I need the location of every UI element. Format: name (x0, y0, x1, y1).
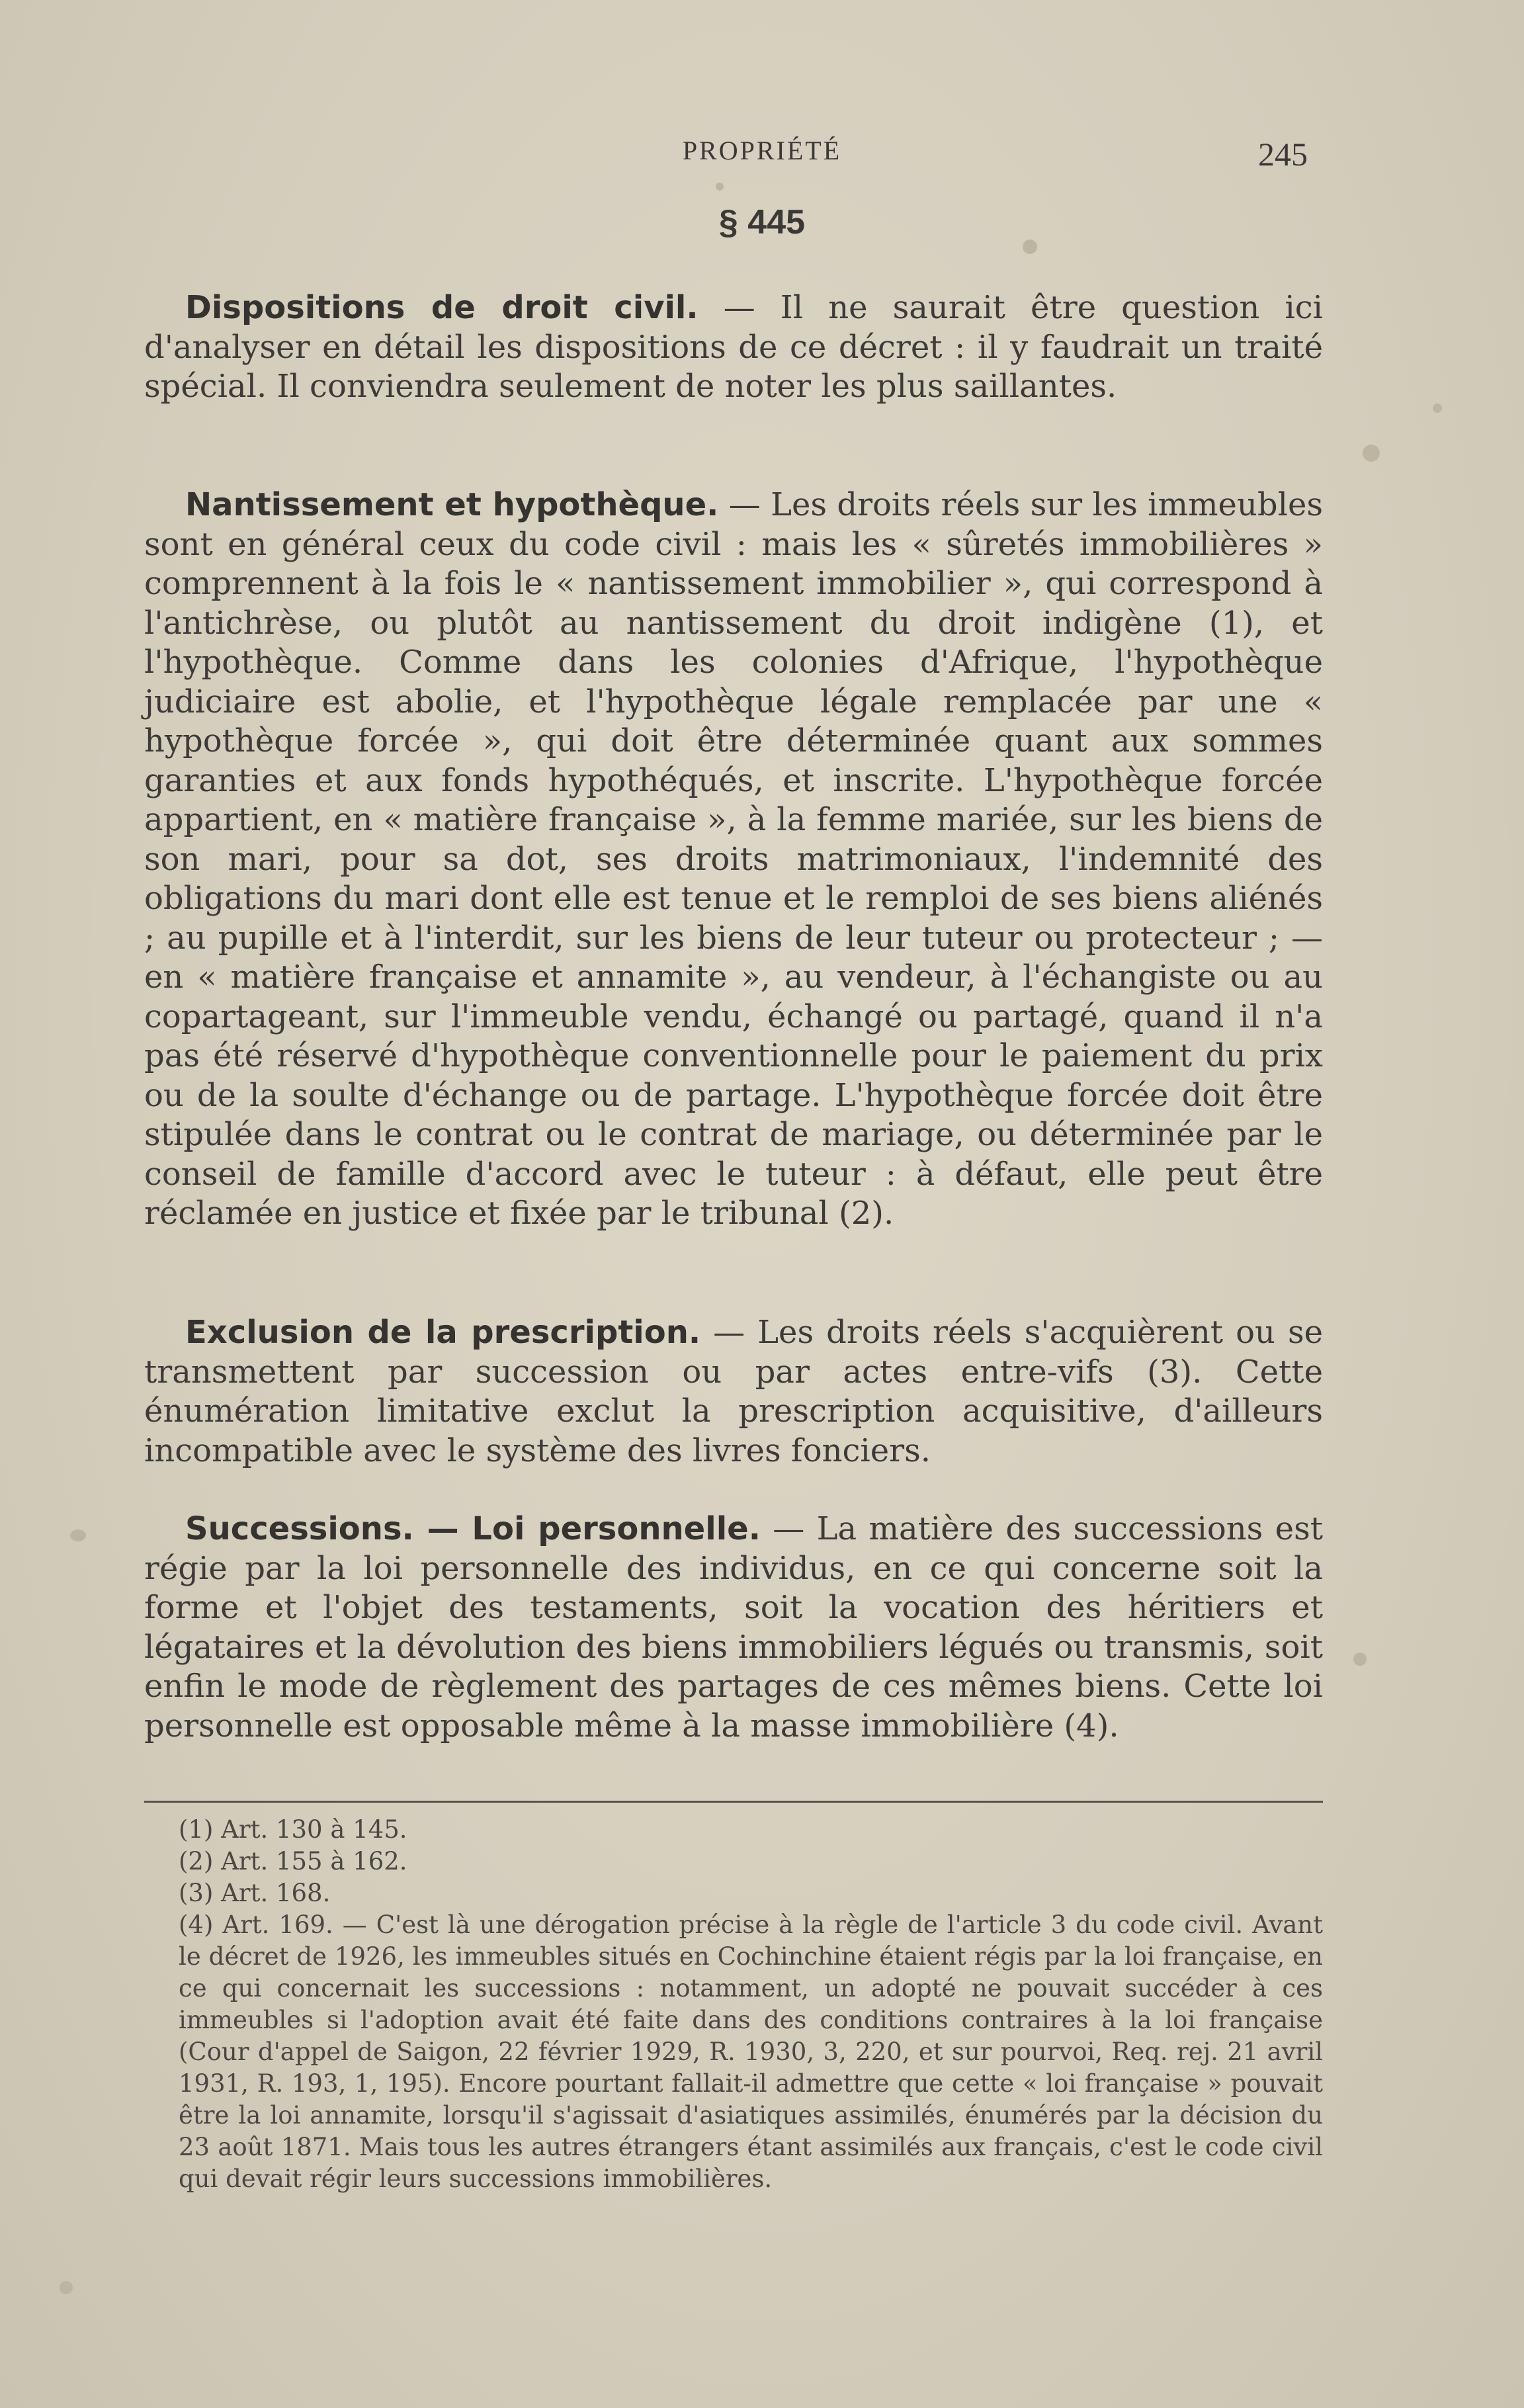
paragraph-heading: Nantissement et hypothèque. (185, 486, 719, 523)
footnote-3: (3) Art. 168. (179, 1879, 331, 1907)
paragraph-dispositions (144, 288, 1323, 407)
footnote-2: (2) Art. 155 à 162. (179, 1847, 407, 1875)
paper-speck (1363, 445, 1380, 462)
section-number: § 445 (718, 203, 806, 241)
paragraph-text: — Les droits réels sur les immeubles sont en général ceux du code civil : mais les « sûretés immobilières » comprennent à la fois le « nantissement immobilier », qui correspond à l'antichrèse, ou plutôt au nantissement du droit indigène (1), et l'hypothèque. Comme dans les colonies d'Afrique, l'hypothèque judiciaire est abolie, et l'hypothèque légale remplacée par une « hypothèque forcée », qui doit être déterminée quant aux sommes garanties et aux fonds hypothéqués, et inscrite. L'hypothèque forcée appartient, en « matière française », à la femme mariée, sur les biens de son mari, pour sa dot, ses droits matrimoniaux, l'indemnité des obligations du mari dont elle est tenue et le remploi de ses biens aliénés ; au pupille et à l'interdit, sur les biens de leur tuteur ou protecteur ; — en « matière française et annamite », au vendeur, à l'échangiste ou au copartageant, sur l'immeuble vendu, échangé ou partagé, quand il n'a pas été réservé d'hypothèque conventionnelle pour le paiement du prix ou de la soulte d'échange ou de partage. L'hypothèque forcée doit être stipulée dans le contrat ou le contrat de mariage, ou déterminée par le conseil de famille d'accord avec le tuteur : à défaut, elle peut être réclamée en justice et fixée par le tribunal (2). (144, 486, 1323, 1232)
paragraph-text: — Les droits réels s'acquièrent ou se transmettent par succession ou par actes entre-vifs (3). Cette énumération limitative exclut la prescription acquisitive, d'ailleurs incompatible avec le système des livres fonciers. (144, 1314, 1324, 1469)
paper-speck (1433, 404, 1442, 413)
paragraph-heading: Dispositions de droit civil. (185, 289, 698, 326)
paper-speck (70, 1529, 86, 1541)
footnote-1: (1) Art. 130 à 145. (179, 1815, 407, 1844)
paragraph-successions (144, 1510, 1323, 1746)
paragraph-heading: Exclusion de la prescription. (185, 1314, 701, 1351)
footnote-divider (144, 1801, 1323, 1803)
paper-speck (716, 183, 724, 191)
running-header-title: PROPRIÉTÉ (682, 136, 842, 165)
paragraph-heading: Successions. — Loi personnelle. (185, 1510, 761, 1547)
paragraph-text: — Il ne saurait être question ici d'analyser en détail les dispositions de ce décret : il y faudrait un traité spécial. Il conviendra seulement de noter les plus saillantes. (144, 289, 1323, 405)
paragraph-exclusion-prescription (144, 1313, 1323, 1471)
paragraph-nantissement (144, 486, 1323, 1234)
page-number: 245 (1258, 136, 1308, 173)
footnote-4: (4) Art. 169. — C'est là une dérogation précise à la règle de l'article 3 du code civil. Avant le décret de 1926, les immeubles situés en Cochinchine étaient régis par la loi française, en ce qui concernait les successions : notamment, un adopté ne pouvait succéder à ces immeubles si l'adoption avait été faite dans des conditions contraires à la loi française (Cour d'appel de Saigon, 22 février 1929, R. 1930, 3, 220, et sur pourvoi, Req. rej. 21 avril 1931, R. 193, 1, 195). Encore pourtant fallait-il admettre que cette « loi française » pouvait être la loi annamite, lorsqu'il s'agissait d'asiatiques assimilés, énumérés par la décision du 23 août 1871. Mais tous les autres étrangers étant assimilés aux français, c'est le code civil qui devait régir leurs successions immobilières. (179, 1911, 1323, 2193)
paper-speck (1353, 1653, 1367, 1666)
paper-speck (60, 2281, 73, 2294)
footnotes (144, 1814, 1323, 2195)
paragraph-text: — La matière des successions est régie par la loi personnelle des individus, en ce qui concerne soit la forme et l'objet des testaments, soit la vocation des héritiers et légataires et la dévolution des biens immobiliers légués ou transmis, soit enfin le mode de règlement des partages de ces mêmes biens. Cette loi personnelle est opposable même à la masse immobilière (4). (144, 1510, 1323, 1744)
